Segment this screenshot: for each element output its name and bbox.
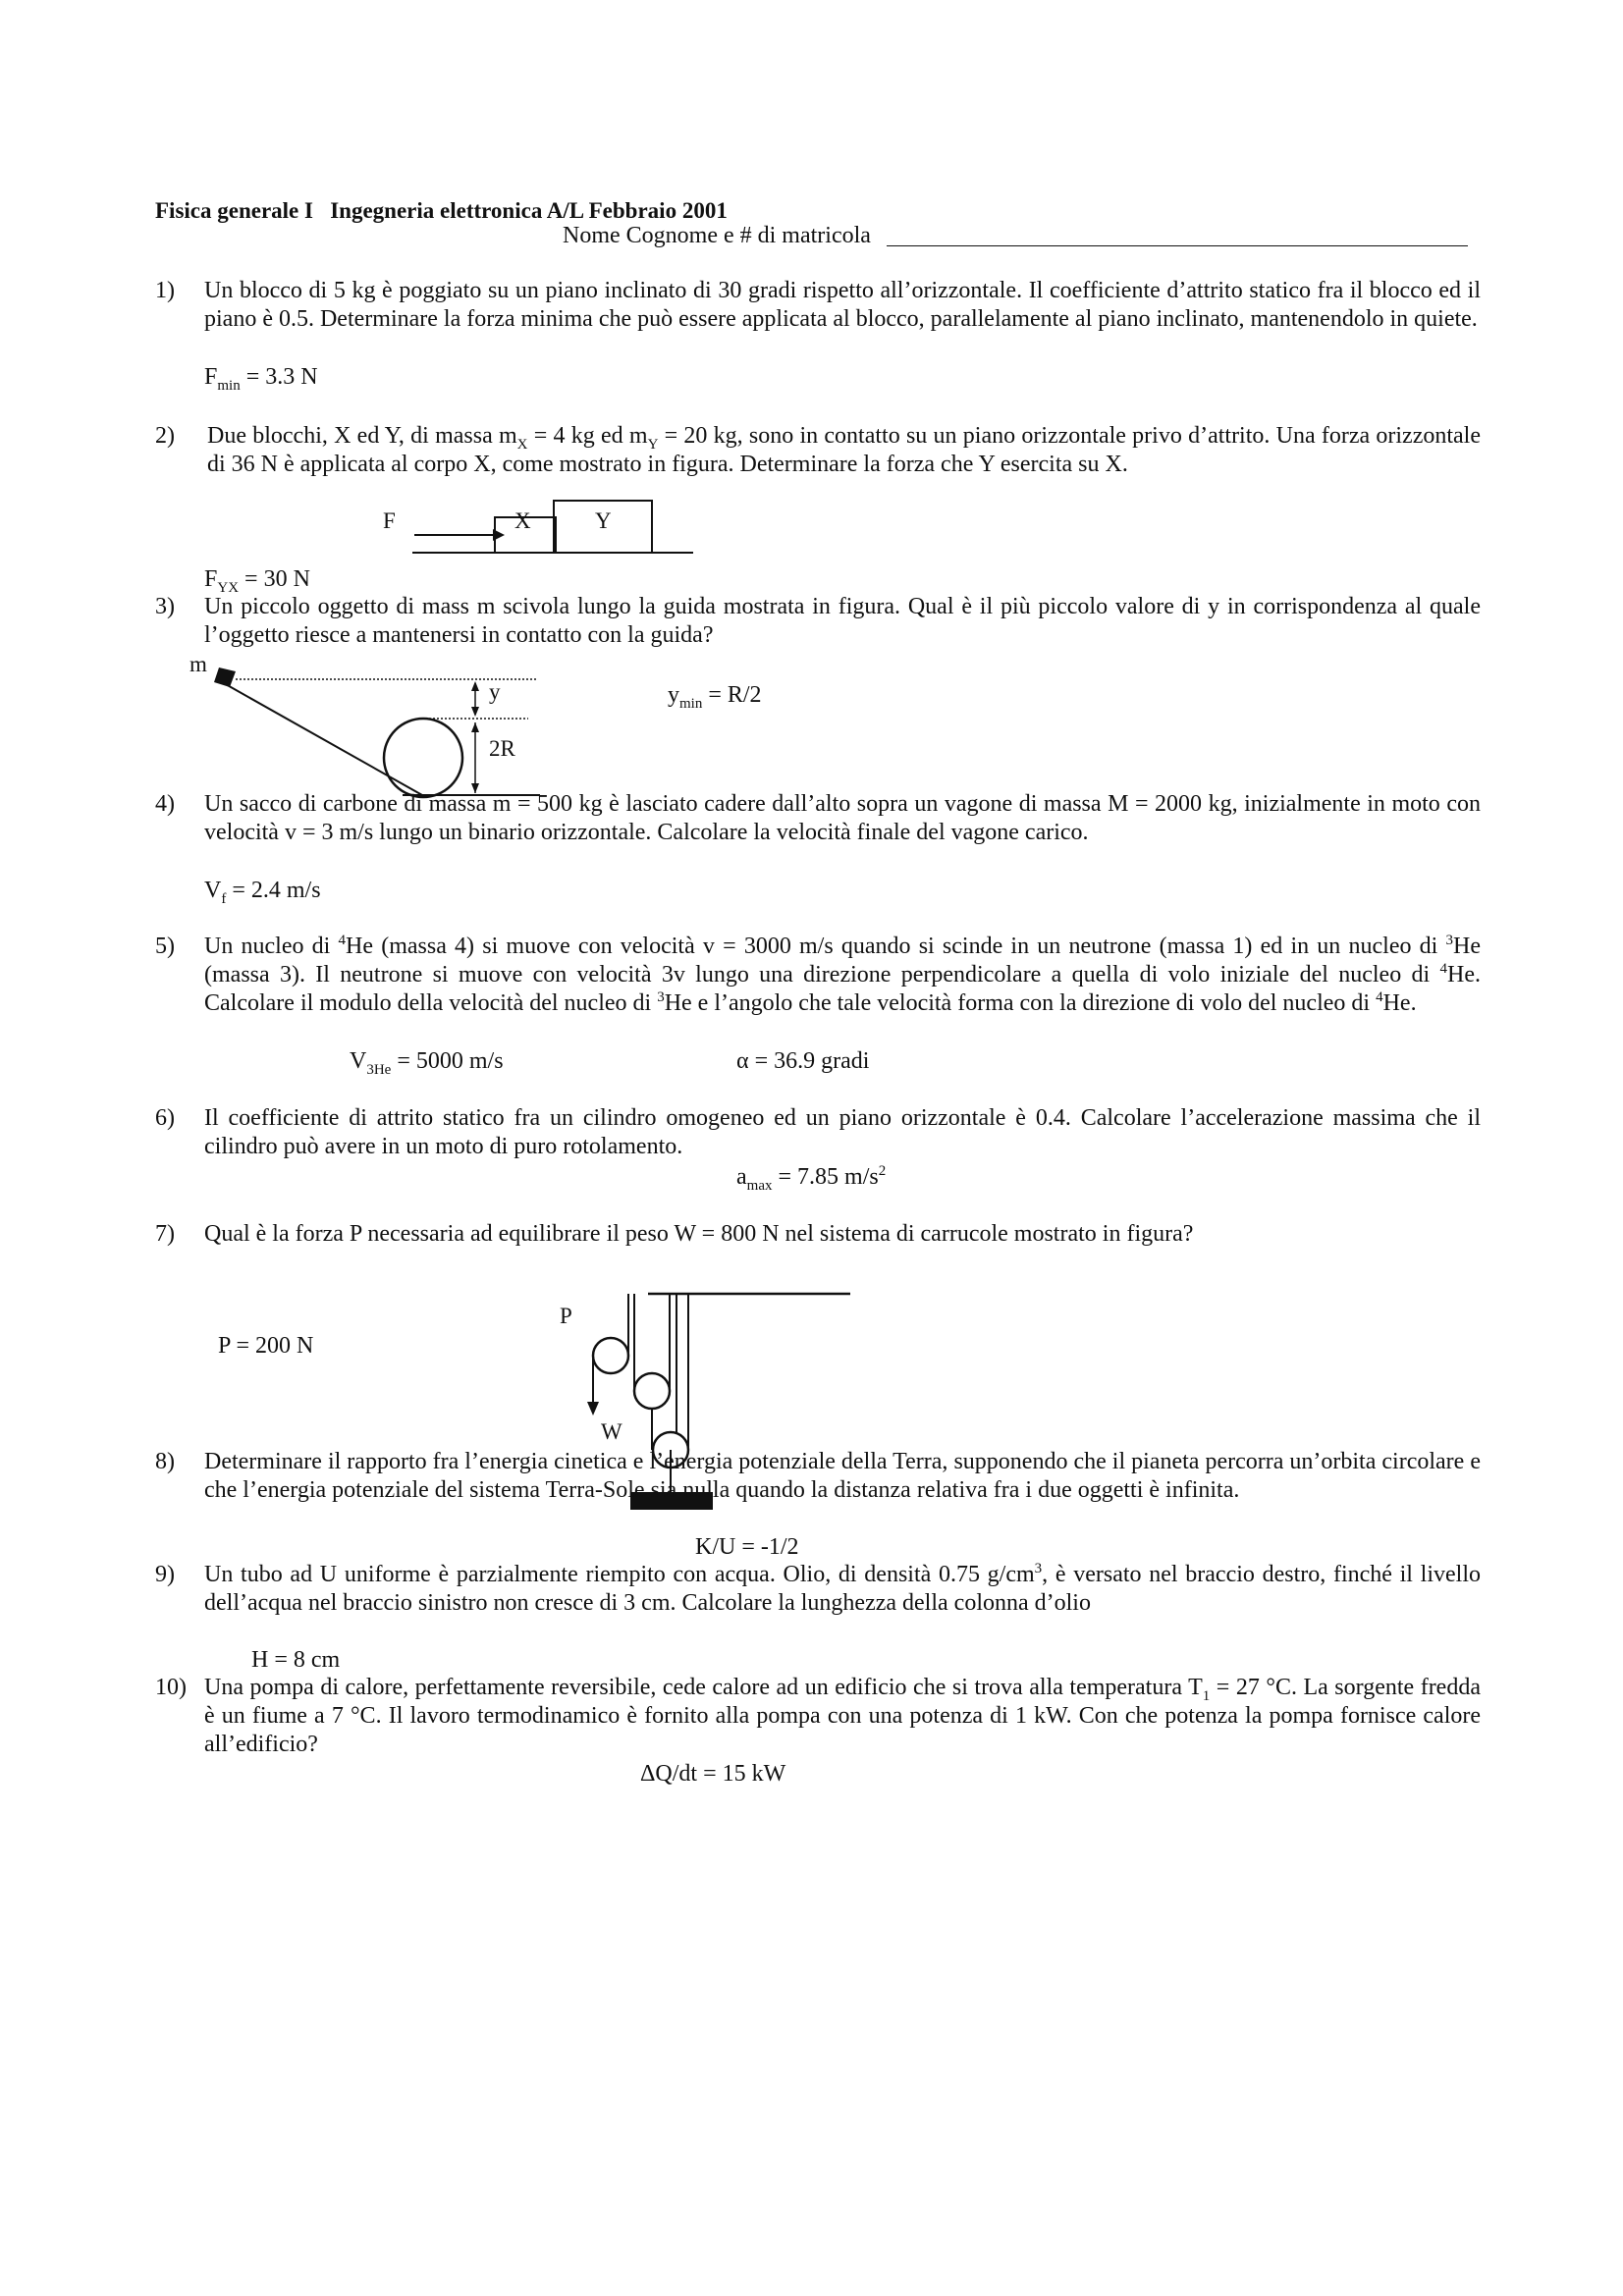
problem-4-answer: $V_f = 2.4$ m/s bbox=[204, 878, 321, 907]
exam-header bbox=[155, 196, 728, 225]
problem-number: 10) bbox=[155, 1675, 187, 1700]
problem-number: 3) bbox=[155, 594, 175, 619]
y-label: y bbox=[489, 679, 501, 704]
pulley-2 bbox=[634, 1373, 670, 1409]
problem-4-text: Un sacco di carbone di massa m = 500 kg è lasciato cadere dall’alto sopra un vagone di massa M = 2000 kg, inizialmente in moto con velocità v = 3 m/s lungo un binario orizzontale. Calcolare la velocità finale del vagone carico. bbox=[204, 791, 1481, 845]
block-y-label: Y bbox=[595, 508, 612, 533]
program-title: Ingegneria elettronica A/L Febbraio 2001 bbox=[330, 198, 728, 223]
problem-3-answer: $y_{min} = R/2$ bbox=[668, 682, 762, 712]
ramp bbox=[224, 683, 422, 795]
problem-number: 7) bbox=[155, 1221, 175, 1247]
force-label: F bbox=[383, 508, 396, 533]
w-label: W bbox=[601, 1419, 622, 1444]
problem-2-answer: $F_{YX} = 30$ N bbox=[204, 566, 310, 596]
problem-number: 5) bbox=[155, 934, 175, 959]
problem-5-answer-v: $V_{3He} = 5000$ m/s bbox=[350, 1048, 504, 1078]
pulley-1 bbox=[593, 1338, 628, 1373]
p-arrow-icon bbox=[587, 1402, 599, 1415]
problem-6-text: Il coefficiente di attrito statico fra un cilindro omogeneo ed un piano orizzontale è 0.4. Calcolare l’accelerazione massima che il cilindro può avere in un moto di puro rotolamento. bbox=[204, 1105, 1481, 1159]
loop-circle bbox=[384, 719, 462, 797]
problem-1-text: Un blocco di 5 kg è poggiato su un piano inclinato di 30 gradi rispetto all’orizzontale. Il coefficiente d’attrito statico fra il blocco ed il piano è 0.5. Determinare la forza minima che può essere applicata al blocco, parallelamente al piano inclinato, mantenendolo in quiete. bbox=[204, 278, 1481, 332]
problem-number: 2) bbox=[155, 423, 175, 449]
problem-2-text: Due blocchi, X ed Y, di massa $m_X = 4$ kg ed $m_Y = 20$ kg, sono in contatto su un piano orizzontale privo d’attrito. Una forza orizzontale di 36 N è applicata al corpo X, come mostrato in figura. Determinare la forza che Y esercita su X. bbox=[207, 423, 1481, 477]
2r-label: 2R bbox=[489, 736, 515, 761]
problem-5-text: Un nucleo di $^4$He (massa 4) si muove con velocità v = 3000 m/s quando si scinde in un neutrone (massa 1) ed in un nucleo di $^3$He (massa 3). Il neutrone si muove con velocità 3v lungo una direzione perpendicolare a quella di volo iniziale del nucleo di $^4$He. Calcolare il modulo della velocità del nucleo di $^3$He e l’angolo che tale velocità forma con la direzione di volo del nucleo di $^4$He. bbox=[204, 933, 1481, 1016]
problem-number: 9) bbox=[155, 1562, 175, 1587]
problem-7-answer: P = 200 N bbox=[218, 1333, 314, 1359]
problem-9-text: Un tubo ad U uniforme è parzialmente riempito con acqua. Olio, di densità 0.75 $g/cm^3$, è versato nel braccio destro, finché il livello dell’acqua nel braccio sinistro non cresce di 3 cm. Calcolare la lunghezza della colonna d’olio bbox=[204, 1561, 1482, 1616]
problem-7-text: Qual è la forza P necessaria ad equilibrare il peso W = 800 N nel sistema di carrucole mostrato in figura? bbox=[204, 1221, 1194, 1247]
problem-5-answer-angle: α = 36.9 gradi bbox=[736, 1048, 870, 1074]
problem-9-answer: H = 8 cm bbox=[251, 1647, 341, 1673]
problem-3-text: Un piccolo oggetto di mass m scivola lungo la guida mostrata in figura. Qual è il più piccolo valore di y in corrispondenza al quale l’oggetto riesce a mantenersi in contatto con la guida? bbox=[204, 594, 1481, 648]
block-x-label: X bbox=[514, 508, 531, 533]
p-label: P bbox=[560, 1304, 572, 1328]
name-field-line[interactable] bbox=[887, 245, 1468, 246]
problem-number: 8) bbox=[155, 1449, 175, 1474]
mass-label: m bbox=[189, 652, 207, 676]
problem-1-answer: $F_{min} = 3.3$ N bbox=[204, 364, 318, 394]
blocks-figure bbox=[373, 491, 707, 560]
problem-6-answer: $a_{max} = 7.85$ $m/s^2$ bbox=[736, 1163, 887, 1194]
problem-10-text: Una pompa di calore, perfettamente reversibile, cede calore ad un edificio che si trova alla temperatura $T_1 = 27$ °C. La sorgente fredda è un fiume a 7 °C. Il lavoro termodinamico è fornito alla pompa con una potenza di 1 kW. Con che potenza la pompa fornisce calore all’edificio? bbox=[204, 1675, 1481, 1757]
loop-track-figure bbox=[187, 650, 560, 797]
name-field-label: Nome Cognome e # di matricola bbox=[563, 223, 871, 248]
problem-number: 1) bbox=[155, 278, 175, 303]
problem-10-answer: ΔQ/dt = 15 kW bbox=[640, 1761, 786, 1787]
course-title: Fisica generale I bbox=[155, 198, 313, 223]
problem-8-text: Determinare il rapporto fra l’energia cinetica e l’energia potenziale della Terra, supponendo che il pianeta percorra un’orbita circolare e che l’energia potenziale del sistema Terra-Sole sia nulla quando la distanza relativa fra i due oggetti è infinita. bbox=[204, 1449, 1481, 1503]
problem-number: 4) bbox=[155, 791, 175, 817]
problem-8-answer: K/U = -1/2 bbox=[695, 1534, 799, 1560]
problem-number: 6) bbox=[155, 1105, 175, 1131]
